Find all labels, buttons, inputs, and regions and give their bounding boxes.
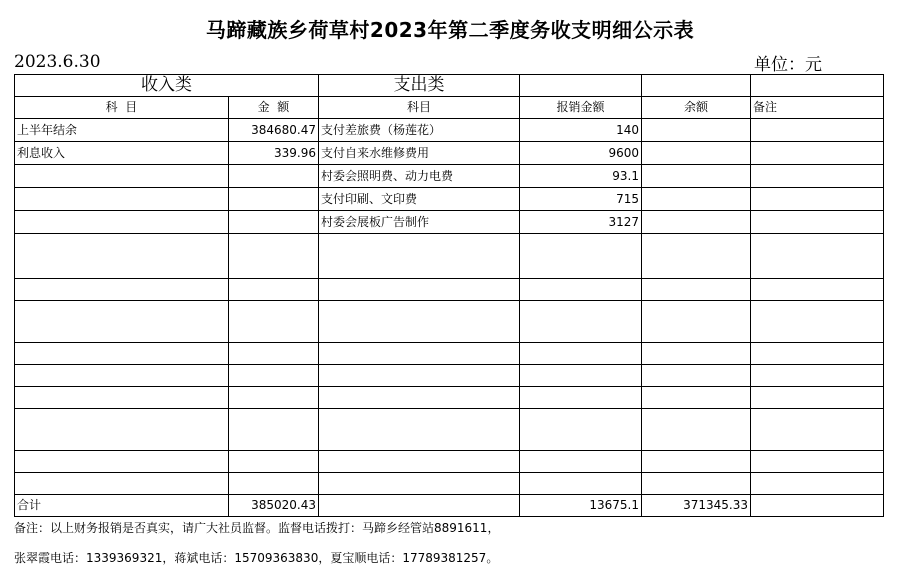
remark-header: 备注 — [751, 97, 884, 119]
expense-subject-cell: 支付自来水维修费用 — [319, 142, 520, 165]
expense-subject-cell — [319, 234, 520, 279]
section-header-row — [15, 75, 884, 97]
balance-cell — [642, 387, 751, 409]
income-section-header: 收入类 — [15, 75, 319, 97]
reimburse-amount-cell: 9600 — [520, 142, 642, 165]
income-subject-cell — [15, 451, 229, 473]
total-expense-subject-cell — [319, 495, 520, 517]
expense-subject-cell — [319, 473, 520, 495]
balance-cell — [642, 188, 751, 211]
empty-header-cell — [520, 75, 642, 97]
balance-cell — [642, 473, 751, 495]
reimburse-amount-cell — [520, 387, 642, 409]
table-row — [15, 234, 884, 279]
remark-cell — [751, 301, 884, 343]
reimburse-amount-cell: 140 — [520, 119, 642, 142]
table-row — [15, 142, 884, 165]
reimburse-amount-cell — [520, 301, 642, 343]
total-label-cell: 合计 — [15, 495, 229, 517]
income-subject-cell — [15, 188, 229, 211]
balance-cell — [642, 279, 751, 301]
remark-cell — [751, 188, 884, 211]
total-balance-cell: 371345.33 — [642, 495, 751, 517]
reimburse-amount-cell: 3127 — [520, 211, 642, 234]
balance-cell — [642, 165, 751, 188]
table-row — [15, 165, 884, 188]
expense-subject-cell: 村委会展板广告制作 — [319, 211, 520, 234]
income-amount-cell — [229, 409, 319, 451]
income-amount-cell — [229, 365, 319, 387]
expense-subject-cell — [319, 451, 520, 473]
remark-cell — [751, 165, 884, 188]
income-subject-header: 科 目 — [15, 97, 229, 119]
page-title: 马蹄藏族乡荷草村2023年第二季度务收支明细公示表 — [205, 18, 695, 42]
income-amount-cell — [229, 343, 319, 365]
reimburse-amount-header: 报销金额 — [520, 97, 642, 119]
table-row — [15, 451, 884, 473]
contact-note: 张翠霞电话：1339369321，蒋斌电话：15709363830，夏宝顺电话：17789381257。 — [14, 551, 499, 565]
reimburse-amount-cell — [520, 473, 642, 495]
balance-cell — [642, 119, 751, 142]
column-header-row — [15, 97, 884, 119]
income-subject-cell — [15, 365, 229, 387]
income-subject-cell: 利息收入 — [15, 142, 229, 165]
remark-cell — [751, 451, 884, 473]
balance-cell — [642, 409, 751, 451]
income-subject-cell — [15, 211, 229, 234]
income-amount-header: 金 额 — [229, 97, 319, 119]
balance-cell — [642, 451, 751, 473]
income-amount-cell — [229, 188, 319, 211]
expense-subject-cell — [319, 301, 520, 343]
expense-subject-cell — [319, 343, 520, 365]
income-amount-cell — [229, 301, 319, 343]
income-amount-cell — [229, 473, 319, 495]
table-row — [15, 119, 884, 142]
reimburse-amount-cell: 715 — [520, 188, 642, 211]
income-subject-cell — [15, 409, 229, 451]
expense-subject-cell: 支付差旅费（杨莲花） — [319, 119, 520, 142]
expense-subject-header: 科目 — [319, 97, 520, 119]
income-subject-cell — [15, 165, 229, 188]
finance-table — [14, 74, 884, 517]
income-amount-cell — [229, 387, 319, 409]
balance-cell — [642, 142, 751, 165]
remark-cell — [751, 365, 884, 387]
income-amount-cell — [229, 279, 319, 301]
table-row — [15, 409, 884, 451]
table-row — [15, 301, 884, 343]
balance-cell — [642, 365, 751, 387]
income-amount-cell: 339.96 — [229, 142, 319, 165]
table-row — [15, 211, 884, 234]
total-remark-cell — [751, 495, 884, 517]
income-amount-cell: 384680.47 — [229, 119, 319, 142]
income-subject-cell — [15, 301, 229, 343]
expense-subject-cell — [319, 365, 520, 387]
expense-subject-cell: 村委会照明费、动力电费 — [319, 165, 520, 188]
expense-subject-cell — [319, 387, 520, 409]
expense-subject-cell — [319, 279, 520, 301]
total-reimburse-cell: 13675.1 — [520, 495, 642, 517]
balance-cell — [642, 234, 751, 279]
reimburse-amount-cell: 93.1 — [520, 165, 642, 188]
table-row — [15, 343, 884, 365]
remark-cell — [751, 119, 884, 142]
balance-header: 余额 — [642, 97, 751, 119]
income-subject-cell — [15, 387, 229, 409]
income-amount-cell — [229, 234, 319, 279]
reimburse-amount-cell — [520, 343, 642, 365]
reimburse-amount-cell — [520, 365, 642, 387]
balance-cell — [642, 211, 751, 234]
supervision-note: 备注：以上财务报销是否真实，请广大社员监督。监督电话拨打：马蹄乡经管站8891611， — [14, 521, 500, 535]
income-subject-cell — [15, 343, 229, 365]
total-row — [15, 495, 884, 517]
currency-unit: 单位：元 — [754, 55, 822, 75]
table-row — [15, 279, 884, 301]
remark-cell — [751, 387, 884, 409]
empty-header-cell — [751, 75, 884, 97]
income-subject-cell — [15, 279, 229, 301]
total-income-cell: 385020.43 — [229, 495, 319, 517]
remark-cell — [751, 279, 884, 301]
table-row — [15, 387, 884, 409]
report-date: 2023.6.30 — [14, 52, 101, 72]
empty-header-cell — [642, 75, 751, 97]
expense-subject-cell: 支付印刷、文印费 — [319, 188, 520, 211]
table-row — [15, 188, 884, 211]
remark-cell — [751, 211, 884, 234]
reimburse-amount-cell — [520, 451, 642, 473]
income-subject-cell: 上半年结余 — [15, 119, 229, 142]
income-subject-cell — [15, 234, 229, 279]
remark-cell — [751, 234, 884, 279]
remark-cell — [751, 473, 884, 495]
table-row — [15, 473, 884, 495]
balance-cell — [642, 343, 751, 365]
remark-cell — [751, 343, 884, 365]
income-amount-cell — [229, 165, 319, 188]
expense-section-header: 支出类 — [319, 75, 520, 97]
income-amount-cell — [229, 451, 319, 473]
remark-cell — [751, 409, 884, 451]
expense-subject-cell — [319, 409, 520, 451]
reimburse-amount-cell — [520, 234, 642, 279]
income-amount-cell — [229, 211, 319, 234]
income-subject-cell — [15, 473, 229, 495]
reimburse-amount-cell — [520, 279, 642, 301]
remark-cell — [751, 142, 884, 165]
reimburse-amount-cell — [520, 409, 642, 451]
table-row — [15, 365, 884, 387]
balance-cell — [642, 301, 751, 343]
